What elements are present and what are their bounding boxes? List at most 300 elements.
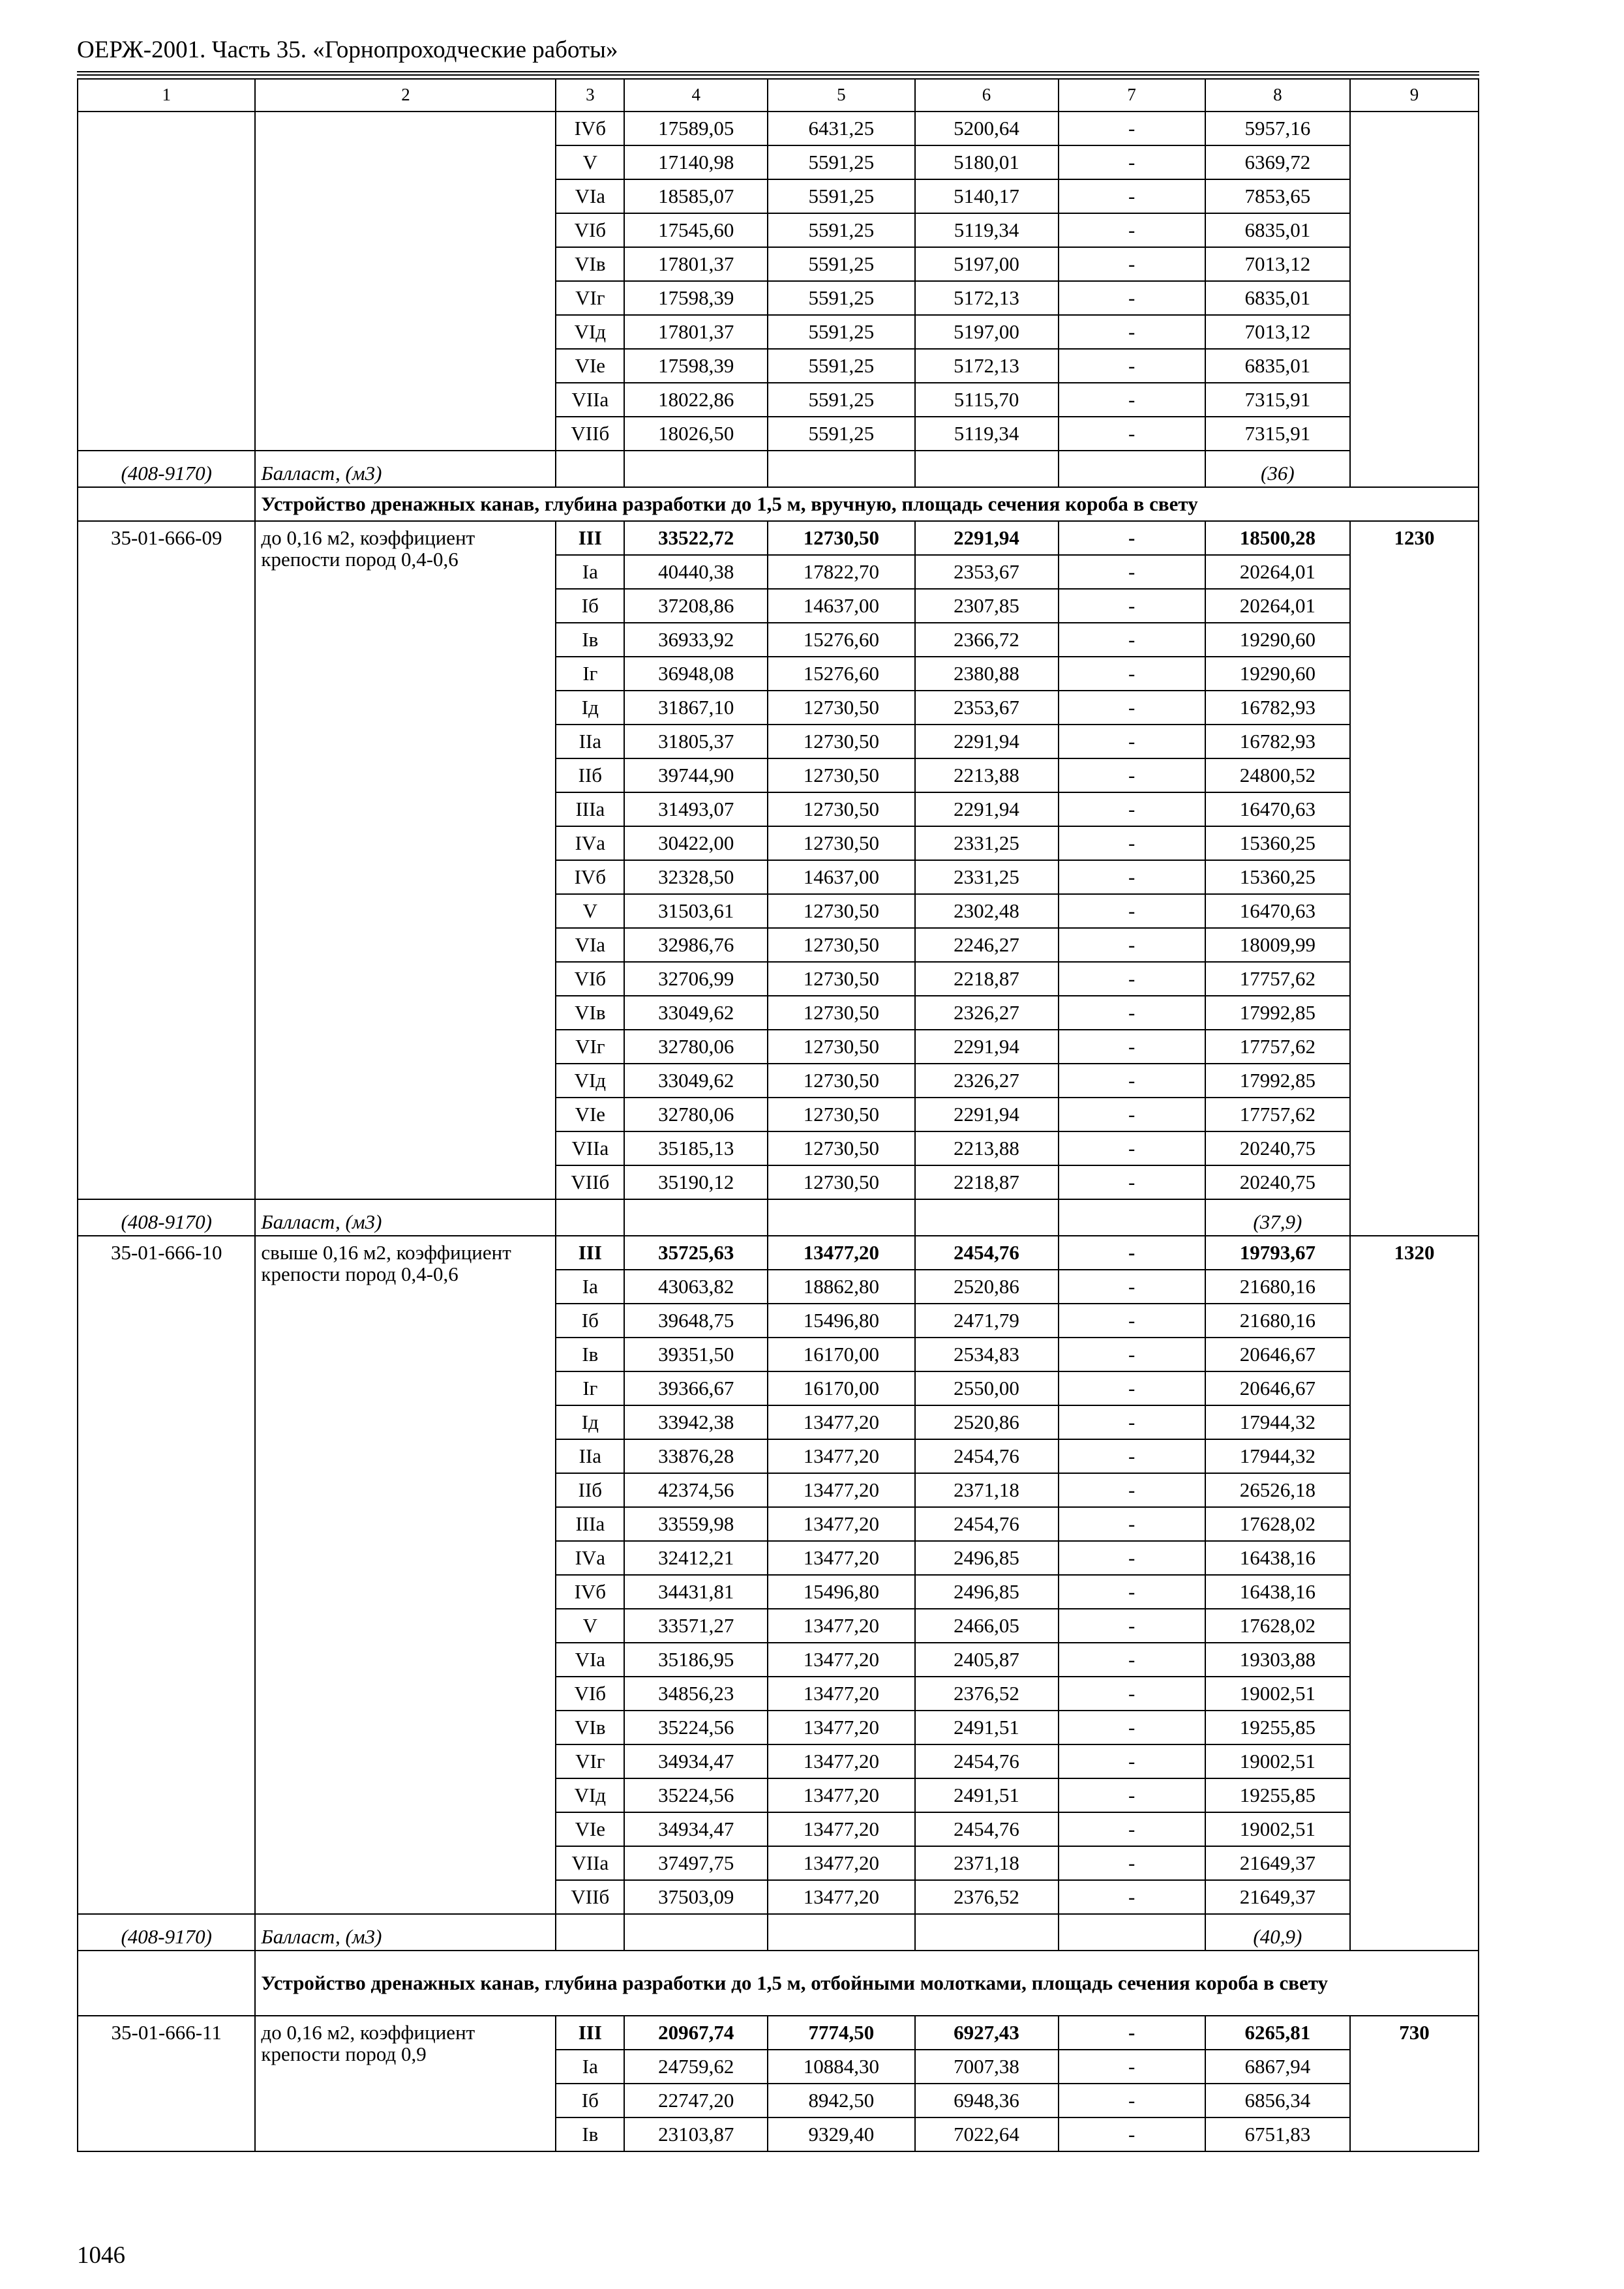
total-cost-cell: 17545,60	[624, 213, 768, 247]
wages-cell: 7774,50	[768, 2016, 914, 2050]
section-code-cell	[78, 1951, 255, 2016]
section-header-row	[78, 487, 1479, 521]
zone-cell: VIд	[556, 1778, 624, 1812]
empty-cell	[768, 451, 914, 487]
machines-cell: 2454,76	[915, 1507, 1059, 1541]
materials-cell: 6856,34	[1205, 2084, 1350, 2117]
materials-cell: 17628,02	[1205, 1609, 1350, 1643]
machines-cell: 2218,87	[915, 962, 1059, 996]
machinist-wages-cell: -	[1059, 928, 1205, 962]
total-cost-cell: 40440,38	[624, 555, 768, 589]
materials-cell: 19002,51	[1205, 1812, 1350, 1846]
machinist-wages-cell: -	[1059, 1338, 1205, 1371]
total-cost-cell: 32780,06	[624, 1098, 768, 1131]
total-cost-cell: 33522,72	[624, 521, 768, 555]
machines-cell: 2291,94	[915, 521, 1059, 555]
wages-cell: 15496,80	[768, 1304, 914, 1338]
table-row	[78, 1236, 1479, 1270]
zone-cell: V	[556, 145, 624, 179]
section-title: Устройство дренажных канав, глубина разработки до 1,5 м, вручную, площадь сечения короба в свету	[255, 487, 1479, 521]
materials-cell: 19255,85	[1205, 1778, 1350, 1812]
zone-cell: VIд	[556, 315, 624, 349]
zone-cell: IIIа	[556, 1507, 624, 1541]
total-cost-cell: 35725,63	[624, 1236, 768, 1270]
materials-cell: 7013,12	[1205, 315, 1350, 349]
wages-cell: 5591,25	[768, 145, 914, 179]
zone-cell: V	[556, 1609, 624, 1643]
machines-cell: 6948,36	[915, 2084, 1059, 2117]
zone-cell: IVб	[556, 860, 624, 894]
wages-cell: 13477,20	[768, 1541, 914, 1575]
machines-cell: 2491,51	[915, 1711, 1059, 1744]
zone-cell: IIIа	[556, 792, 624, 826]
machinist-wages-cell: -	[1059, 1643, 1205, 1677]
machines-cell: 5115,70	[915, 383, 1059, 417]
machines-cell: 2326,27	[915, 1064, 1059, 1098]
zone-cell: VIе	[556, 349, 624, 383]
wages-cell: 12730,50	[768, 894, 914, 928]
rate-code: 35-01-666-11	[78, 2016, 255, 2151]
zone-cell: VIд	[556, 1064, 624, 1098]
zone-cell: VIб	[556, 962, 624, 996]
total-cost-cell: 32328,50	[624, 860, 768, 894]
empty-cell	[768, 1199, 914, 1236]
machines-cell: 5180,01	[915, 145, 1059, 179]
wages-cell: 5591,25	[768, 349, 914, 383]
wages-cell: 9329,40	[768, 2117, 914, 2151]
materials-cell: 20264,01	[1205, 555, 1350, 589]
total-cost-cell: 33876,28	[624, 1439, 768, 1473]
total-cost-cell: 34856,23	[624, 1677, 768, 1711]
table-body	[78, 79, 1479, 2151]
materials-cell: 17628,02	[1205, 1507, 1350, 1541]
zone-cell: Iв	[556, 2117, 624, 2151]
wages-cell: 15276,60	[768, 657, 914, 691]
machinist-wages-cell: -	[1059, 383, 1205, 417]
machinist-wages-cell: -	[1059, 2117, 1205, 2151]
empty-cell	[556, 451, 624, 487]
machinist-wages-cell: -	[1059, 1030, 1205, 1064]
wages-cell: 5591,25	[768, 315, 914, 349]
wages-cell: 13477,20	[768, 1812, 914, 1846]
zone-cell: Iд	[556, 1405, 624, 1439]
machinist-wages-cell: -	[1059, 1473, 1205, 1507]
ballast-code: (408-9170)	[78, 451, 255, 487]
rate-description: до 0,16 м2, коэффициент крепости пород 0,9	[255, 2016, 556, 2151]
machines-cell: 2326,27	[915, 996, 1059, 1030]
total-cost-cell: 32706,99	[624, 962, 768, 996]
zone-cell: V	[556, 894, 624, 928]
machines-cell: 2520,86	[915, 1270, 1059, 1304]
wages-cell: 15496,80	[768, 1575, 914, 1609]
materials-cell: 20646,67	[1205, 1338, 1350, 1371]
machines-cell: 2371,18	[915, 1473, 1059, 1507]
wages-cell: 13477,20	[768, 1236, 914, 1270]
zone-cell: IIб	[556, 758, 624, 792]
wages-cell: 5591,25	[768, 383, 914, 417]
machinist-wages-cell: -	[1059, 589, 1205, 623]
column-number: 5	[768, 79, 914, 112]
machines-cell: 5119,34	[915, 417, 1059, 451]
materials-cell: 5957,16	[1205, 112, 1350, 145]
materials-cell: 17992,85	[1205, 1064, 1350, 1098]
ballast-value: (37,9)	[1205, 1199, 1350, 1236]
wages-cell: 12730,50	[768, 725, 914, 758]
machinist-wages-cell: -	[1059, 247, 1205, 281]
ballast-code: (408-9170)	[78, 1914, 255, 1951]
total-cost-cell: 43063,82	[624, 1270, 768, 1304]
rate-code: 35-01-666-09	[78, 521, 255, 1199]
materials-cell: 17757,62	[1205, 1030, 1350, 1064]
materials-cell: 7315,91	[1205, 383, 1350, 417]
ballast-label: Балласт, (м3)	[255, 1914, 556, 1951]
empty-cell	[556, 1199, 624, 1236]
machinist-wages-cell: -	[1059, 1304, 1205, 1338]
wages-cell: 12730,50	[768, 996, 914, 1030]
empty-cell	[768, 1914, 914, 1951]
zone-cell: VIб	[556, 213, 624, 247]
total-cost-cell: 32412,21	[624, 1541, 768, 1575]
empty-cell	[915, 1914, 1059, 1951]
materials-cell: 20264,01	[1205, 589, 1350, 623]
total-cost-cell: 36933,92	[624, 623, 768, 657]
materials-cell: 6835,01	[1205, 213, 1350, 247]
machines-cell: 5119,34	[915, 213, 1059, 247]
machinist-wages-cell: -	[1059, 145, 1205, 179]
machinist-wages-cell: -	[1059, 1098, 1205, 1131]
section-title: Устройство дренажных канав, глубина разработки до 1,5 м, отбойными молотками, площадь сечения короба в свету	[255, 1951, 1479, 2016]
wages-cell: 12730,50	[768, 1064, 914, 1098]
wages-cell: 10884,30	[768, 2050, 914, 2084]
machinist-wages-cell: -	[1059, 1812, 1205, 1846]
total-cost-cell: 37497,75	[624, 1846, 768, 1880]
total-cost-cell: 39366,67	[624, 1371, 768, 1405]
ballast-value: (36)	[1205, 451, 1350, 487]
wages-cell: 12730,50	[768, 928, 914, 962]
machinist-wages-cell: -	[1059, 1778, 1205, 1812]
machinist-wages-cell: -	[1059, 1541, 1205, 1575]
wages-cell: 5591,25	[768, 417, 914, 451]
machines-cell: 5172,13	[915, 349, 1059, 383]
zone-cell: Iд	[556, 691, 624, 725]
total-cost-cell: 32986,76	[624, 928, 768, 962]
wages-cell: 12730,50	[768, 521, 914, 555]
materials-cell: 15360,25	[1205, 860, 1350, 894]
wages-cell: 12730,50	[768, 792, 914, 826]
zone-cell: IVб	[556, 112, 624, 145]
materials-cell: 7853,65	[1205, 179, 1350, 213]
machinist-wages-cell: -	[1059, 996, 1205, 1030]
machinist-wages-cell: -	[1059, 349, 1205, 383]
machines-cell: 2291,94	[915, 725, 1059, 758]
ballast-value: (40,9)	[1205, 1914, 1350, 1951]
materials-cell: 6867,94	[1205, 2050, 1350, 2084]
empty-cell	[1059, 1199, 1205, 1236]
rates-table	[77, 78, 1479, 2152]
empty-cell	[624, 451, 768, 487]
total-cost-cell: 18022,86	[624, 383, 768, 417]
wages-cell: 5591,25	[768, 213, 914, 247]
zone-cell: III	[556, 1236, 624, 1270]
total-cost-cell: 17598,39	[624, 349, 768, 383]
wages-cell: 12730,50	[768, 1030, 914, 1064]
total-cost-cell: 23103,87	[624, 2117, 768, 2151]
zone-cell: VIв	[556, 247, 624, 281]
zone-cell: Iб	[556, 2084, 624, 2117]
zone-cell: VIIа	[556, 1846, 624, 1880]
machines-cell: 2496,85	[915, 1541, 1059, 1575]
zone-cell: Iб	[556, 589, 624, 623]
materials-cell: 16438,16	[1205, 1575, 1350, 1609]
zone-cell: IVб	[556, 1575, 624, 1609]
materials-cell: 16782,93	[1205, 691, 1350, 725]
labor-cost-cell: 1230	[1350, 521, 1479, 1236]
total-cost-cell: 31867,10	[624, 691, 768, 725]
machines-cell: 2218,87	[915, 1165, 1059, 1199]
machines-cell: 2491,51	[915, 1778, 1059, 1812]
machinist-wages-cell: -	[1059, 315, 1205, 349]
total-cost-cell: 34934,47	[624, 1812, 768, 1846]
zone-cell: IIа	[556, 1439, 624, 1473]
header-rule-bottom	[77, 74, 1479, 76]
wages-cell: 13477,20	[768, 1439, 914, 1473]
zone-cell: IVа	[556, 826, 624, 860]
wages-cell: 12730,50	[768, 758, 914, 792]
machines-cell: 2376,52	[915, 1677, 1059, 1711]
wages-cell: 12730,50	[768, 1165, 914, 1199]
machinist-wages-cell: -	[1059, 179, 1205, 213]
machinist-wages-cell: -	[1059, 962, 1205, 996]
column-number-row	[78, 79, 1479, 112]
total-cost-cell: 31493,07	[624, 792, 768, 826]
wages-cell: 8942,50	[768, 2084, 914, 2117]
zone-cell: VIг	[556, 281, 624, 315]
machines-cell: 2246,27	[915, 928, 1059, 962]
machines-cell: 2291,94	[915, 1098, 1059, 1131]
machines-cell: 2496,85	[915, 1575, 1059, 1609]
header-rule-top	[77, 71, 1479, 72]
zone-cell: IIб	[556, 1473, 624, 1507]
total-cost-cell: 33049,62	[624, 996, 768, 1030]
column-number: 9	[1350, 79, 1479, 112]
wages-cell: 16170,00	[768, 1371, 914, 1405]
machines-cell: 2454,76	[915, 1236, 1059, 1270]
materials-cell: 18500,28	[1205, 521, 1350, 555]
total-cost-cell: 36948,08	[624, 657, 768, 691]
machinist-wages-cell: -	[1059, 2016, 1205, 2050]
machinist-wages-cell: -	[1059, 1236, 1205, 1270]
zone-cell: VIIб	[556, 1165, 624, 1199]
column-number: 6	[915, 79, 1059, 112]
empty-cell	[1059, 1914, 1205, 1951]
zone-cell: III	[556, 521, 624, 555]
machinist-wages-cell: -	[1059, 1880, 1205, 1914]
wages-cell: 13477,20	[768, 1880, 914, 1914]
machinist-wages-cell: -	[1059, 826, 1205, 860]
wages-cell: 13477,20	[768, 1643, 914, 1677]
machinist-wages-cell: -	[1059, 860, 1205, 894]
zone-cell: IVа	[556, 1541, 624, 1575]
zone-cell: VIIб	[556, 1880, 624, 1914]
total-cost-cell: 24759,62	[624, 2050, 768, 2084]
machinist-wages-cell: -	[1059, 213, 1205, 247]
column-number: 4	[624, 79, 768, 112]
wages-cell: 13477,20	[768, 1507, 914, 1541]
wages-cell: 13477,20	[768, 1711, 914, 1744]
wages-cell: 5591,25	[768, 179, 914, 213]
machinist-wages-cell: -	[1059, 281, 1205, 315]
machinist-wages-cell: -	[1059, 1439, 1205, 1473]
machinist-wages-cell: -	[1059, 758, 1205, 792]
wages-cell: 15276,60	[768, 623, 914, 657]
wages-cell: 13477,20	[768, 1405, 914, 1439]
ballast-row	[78, 1199, 1479, 1236]
machines-cell: 5197,00	[915, 315, 1059, 349]
machines-cell: 2454,76	[915, 1744, 1059, 1778]
machines-cell: 2307,85	[915, 589, 1059, 623]
total-cost-cell: 39744,90	[624, 758, 768, 792]
machinist-wages-cell: -	[1059, 623, 1205, 657]
machinist-wages-cell: -	[1059, 112, 1205, 145]
total-cost-cell: 34934,47	[624, 1744, 768, 1778]
total-cost-cell: 17589,05	[624, 112, 768, 145]
machines-cell: 2353,67	[915, 555, 1059, 589]
materials-cell: 17757,62	[1205, 962, 1350, 996]
materials-cell: 17992,85	[1205, 996, 1350, 1030]
labor-cost-cell: 730	[1350, 2016, 1479, 2151]
machinist-wages-cell: -	[1059, 2050, 1205, 2084]
wages-cell: 13477,20	[768, 1744, 914, 1778]
machines-cell: 2353,67	[915, 691, 1059, 725]
zone-cell: III	[556, 2016, 624, 2050]
machines-cell: 2376,52	[915, 1880, 1059, 1914]
materials-cell: 20646,67	[1205, 1371, 1350, 1405]
total-cost-cell: 20967,74	[624, 2016, 768, 2050]
materials-cell: 6835,01	[1205, 281, 1350, 315]
materials-cell: 24800,52	[1205, 758, 1350, 792]
wages-cell: 14637,00	[768, 860, 914, 894]
section-header-row	[78, 1951, 1479, 2016]
total-cost-cell: 18585,07	[624, 179, 768, 213]
section-code-cell	[78, 487, 255, 521]
machines-cell: 2520,86	[915, 1405, 1059, 1439]
machinist-wages-cell: -	[1059, 1711, 1205, 1744]
rate-code	[78, 112, 255, 451]
wages-cell: 5591,25	[768, 281, 914, 315]
rate-description	[255, 112, 556, 451]
machines-cell: 2466,05	[915, 1609, 1059, 1643]
zone-cell: VIIб	[556, 417, 624, 451]
materials-cell: 19002,51	[1205, 1744, 1350, 1778]
machines-cell: 2380,88	[915, 657, 1059, 691]
empty-cell	[915, 451, 1059, 487]
machines-cell: 2291,94	[915, 792, 1059, 826]
machinist-wages-cell: -	[1059, 1575, 1205, 1609]
total-cost-cell: 42374,56	[624, 1473, 768, 1507]
column-number: 1	[78, 79, 255, 112]
machinist-wages-cell: -	[1059, 1677, 1205, 1711]
wages-cell: 12730,50	[768, 826, 914, 860]
total-cost-cell: 31805,37	[624, 725, 768, 758]
materials-cell: 21649,37	[1205, 1880, 1350, 1914]
total-cost-cell: 34431,81	[624, 1575, 768, 1609]
materials-cell: 16782,93	[1205, 725, 1350, 758]
machinist-wages-cell: -	[1059, 894, 1205, 928]
zone-cell: VIIа	[556, 383, 624, 417]
materials-cell: 21649,37	[1205, 1846, 1350, 1880]
zone-cell: VIе	[556, 1098, 624, 1131]
materials-cell: 16470,63	[1205, 792, 1350, 826]
zone-cell: Iг	[556, 1371, 624, 1405]
ballast-label: Балласт, (м3)	[255, 451, 556, 487]
total-cost-cell: 39351,50	[624, 1338, 768, 1371]
total-cost-cell: 33559,98	[624, 1507, 768, 1541]
materials-cell: 20240,75	[1205, 1165, 1350, 1199]
total-cost-cell: 33049,62	[624, 1064, 768, 1098]
materials-cell: 15360,25	[1205, 826, 1350, 860]
machines-cell: 2454,76	[915, 1439, 1059, 1473]
zone-cell: Iв	[556, 1338, 624, 1371]
total-cost-cell: 33942,38	[624, 1405, 768, 1439]
materials-cell: 21680,16	[1205, 1270, 1350, 1304]
machines-cell: 6927,43	[915, 2016, 1059, 2050]
total-cost-cell: 18026,50	[624, 417, 768, 451]
zone-cell: Iб	[556, 1304, 624, 1338]
machines-cell: 7007,38	[915, 2050, 1059, 2084]
machinist-wages-cell: -	[1059, 691, 1205, 725]
total-cost-cell: 37208,86	[624, 589, 768, 623]
wages-cell: 18862,80	[768, 1270, 914, 1304]
machinist-wages-cell: -	[1059, 1270, 1205, 1304]
empty-cell	[556, 1914, 624, 1951]
machinist-wages-cell: -	[1059, 1371, 1205, 1405]
machinist-wages-cell: -	[1059, 1165, 1205, 1199]
wages-cell: 5591,25	[768, 247, 914, 281]
materials-cell: 16470,63	[1205, 894, 1350, 928]
total-cost-cell: 32780,06	[624, 1030, 768, 1064]
rate-description: до 0,16 м2, коэффициент крепости пород 0,4-0,6	[255, 521, 556, 1199]
total-cost-cell: 33571,27	[624, 1609, 768, 1643]
machines-cell: 2331,25	[915, 826, 1059, 860]
machinist-wages-cell: -	[1059, 1609, 1205, 1643]
total-cost-cell: 35190,12	[624, 1165, 768, 1199]
rate-code: 35-01-666-10	[78, 1236, 255, 1914]
zone-cell: VIа	[556, 928, 624, 962]
total-cost-cell: 17598,39	[624, 281, 768, 315]
machines-cell: 5172,13	[915, 281, 1059, 315]
page-number: 1046	[77, 2242, 125, 2269]
zone-cell: Iа	[556, 555, 624, 589]
machines-cell: 2331,25	[915, 860, 1059, 894]
table-row	[78, 521, 1479, 555]
table-row	[78, 112, 1479, 145]
empty-cell	[915, 1199, 1059, 1236]
wages-cell: 13477,20	[768, 1473, 914, 1507]
materials-cell: 6835,01	[1205, 349, 1350, 383]
materials-cell: 19002,51	[1205, 1677, 1350, 1711]
machines-cell: 2213,88	[915, 1131, 1059, 1165]
zone-cell: VIг	[556, 1744, 624, 1778]
machines-cell: 2405,87	[915, 1643, 1059, 1677]
machines-cell: 2366,72	[915, 623, 1059, 657]
materials-cell: 6369,72	[1205, 145, 1350, 179]
column-number: 7	[1059, 79, 1205, 112]
machines-cell: 2550,00	[915, 1371, 1059, 1405]
machinist-wages-cell: -	[1059, 1064, 1205, 1098]
total-cost-cell: 17801,37	[624, 315, 768, 349]
wages-cell: 16170,00	[768, 1338, 914, 1371]
labor-cost-cell: 1320	[1350, 1236, 1479, 1951]
